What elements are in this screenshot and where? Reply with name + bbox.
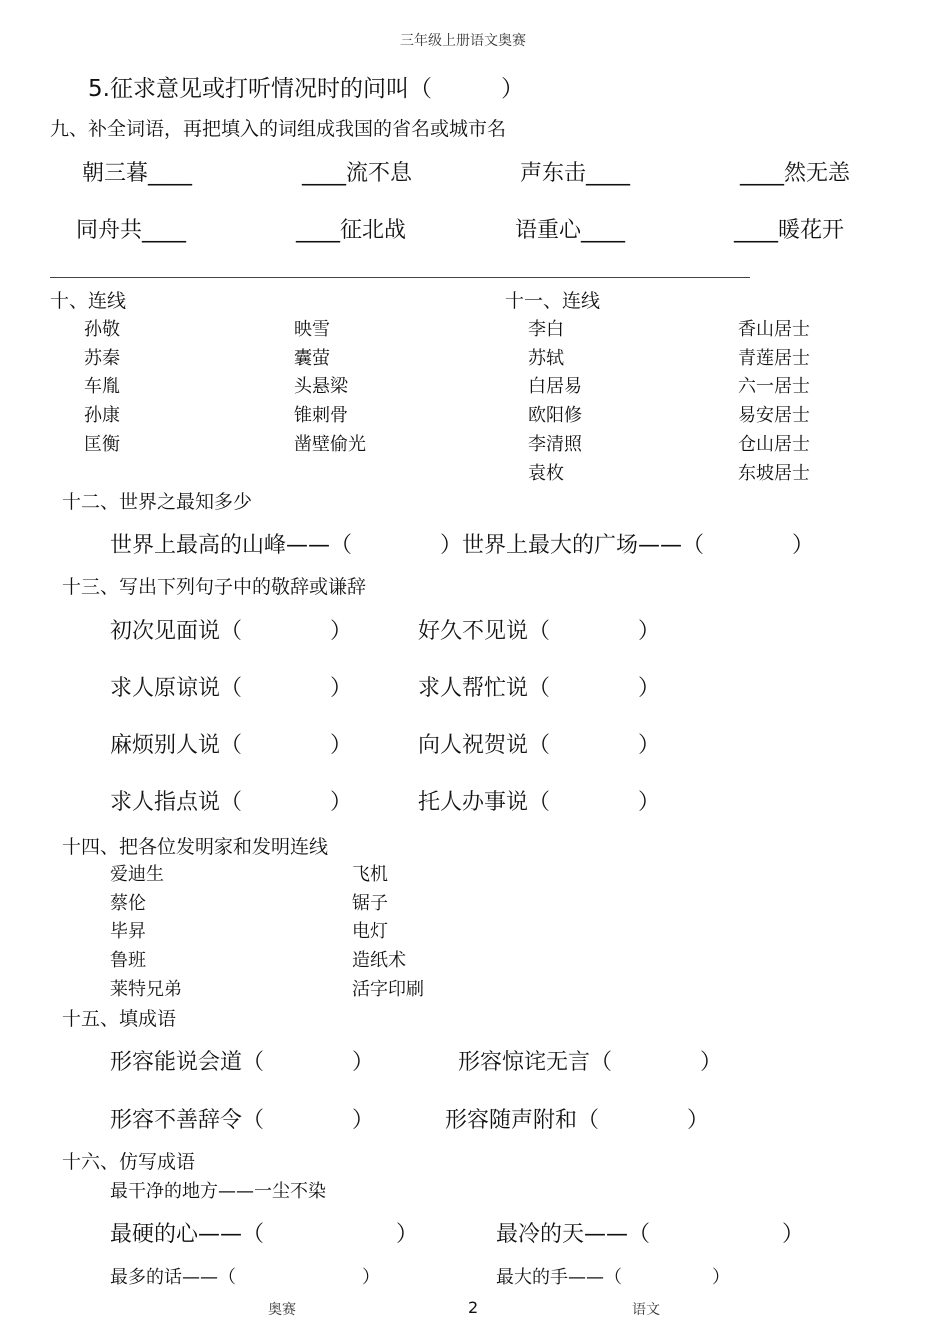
question-line: 形容能说会道（ ） [110,1050,375,1075]
list-item: 鲁班 [110,950,146,971]
list-item: 爱迪生 [110,864,164,885]
question-line: 托人办事说（ ） [418,790,661,815]
list-item: 造纸术 [352,950,406,971]
list-item: 飞机 [352,864,388,885]
question-line: 世界上最高的山峰——（ ）世界上最大的广场——（ ） [110,533,815,558]
list-item: 囊萤 [294,348,330,369]
question-line: 好久不见说（ ） [418,619,661,644]
list-item: 李清照 [528,434,582,455]
list-item: 蔡伦 [110,893,146,914]
list-item: 头悬梁 [294,376,348,397]
section-13-title: 十三、写出下列句子中的敬辞或谦辞 [62,576,367,598]
list-item: 孙康 [84,405,120,426]
section-14-title: 十四、把各位发明家和发明连线 [62,836,329,858]
section-15-title: 十五、填成语 [62,1008,177,1030]
list-item: 李白 [528,319,564,340]
list-item: 白居易 [528,376,582,397]
list-item: 电灯 [352,921,388,942]
list-item: 莱特兄弟 [110,979,182,1000]
section-12-title: 十二、世界之最知多少 [62,491,253,513]
idiom-blank: 声东击____ [520,161,631,186]
list-item: 活字印刷 [352,979,424,1000]
list-item: 香山居士 [738,319,810,340]
question-line: 求人原谅说（ ） [110,676,353,701]
question-line: 麻烦别人说（ ） [110,733,353,758]
question-line: 求人指点说（ ） [110,790,353,815]
list-item: 青莲居士 [738,348,810,369]
idiom-blank: ____流不息 [302,161,413,186]
question-line: 初次见面说（ ） [110,619,353,644]
list-item: 苏轼 [528,348,564,369]
list-item: 锯子 [352,893,388,914]
idiom-blank: ____征北战 [296,218,407,243]
list-item: 毕昇 [110,921,146,942]
idiom-blank: 同舟共____ [76,218,187,243]
question-line: 最硬的心——（ ） [110,1222,419,1247]
list-item: 锥刺骨 [294,405,348,426]
question-5: 5.征求意见或打听情况时的问叫（ ） [88,76,524,102]
idiom-blank: 朝三暮____ [82,161,193,186]
section-11-title: 十一、连线 [505,290,601,312]
list-item: 六一居士 [738,376,810,397]
idiom-blank: 语重心____ [515,218,626,243]
page-number: 2 [468,1298,479,1317]
list-item: 易安居士 [738,405,810,426]
list-item: 车胤 [84,376,120,397]
question-line: 求人帮忙说（ ） [418,676,661,701]
list-item: 欧阳修 [528,405,582,426]
list-item: 苏秦 [84,348,120,369]
footer-right: 语文 [632,1302,660,1318]
list-item: 袁枚 [528,463,564,484]
section-9-title: 九、补全词语，再把填入的词组成我国的省名或城市名 [50,118,507,140]
example-line: 最干净的地方——一尘不染 [110,1181,326,1202]
answer-line [50,277,750,278]
list-item: 东坡居士 [738,463,810,484]
footer-left: 奥赛 [268,1302,296,1318]
idiom-blank: ____然无恙 [740,161,851,186]
question-line: 向人祝贺说（ ） [418,733,661,758]
list-item: 仓山居士 [738,434,810,455]
question-line: 形容随声附和（ ） [445,1108,710,1133]
question-line: 最大的手——（ ） [496,1267,730,1288]
idiom-blank: ____暖花开 [734,218,845,243]
question-line: 形容不善辞令（ ） [110,1108,375,1133]
section-10-title: 十、连线 [50,290,127,312]
question-line: 最多的话——（ ） [110,1267,380,1288]
page-header-title: 三年级上册语文奥赛 [400,33,526,49]
question-line: 最冷的天——（ ） [496,1222,805,1247]
list-item: 孙敬 [84,319,120,340]
section-16-title: 十六、仿写成语 [62,1151,196,1173]
list-item: 匡衡 [84,434,120,455]
question-line: 形容惊诧无言（ ） [458,1050,723,1075]
list-item: 映雪 [294,319,330,340]
list-item: 凿壁偷光 [294,434,366,455]
